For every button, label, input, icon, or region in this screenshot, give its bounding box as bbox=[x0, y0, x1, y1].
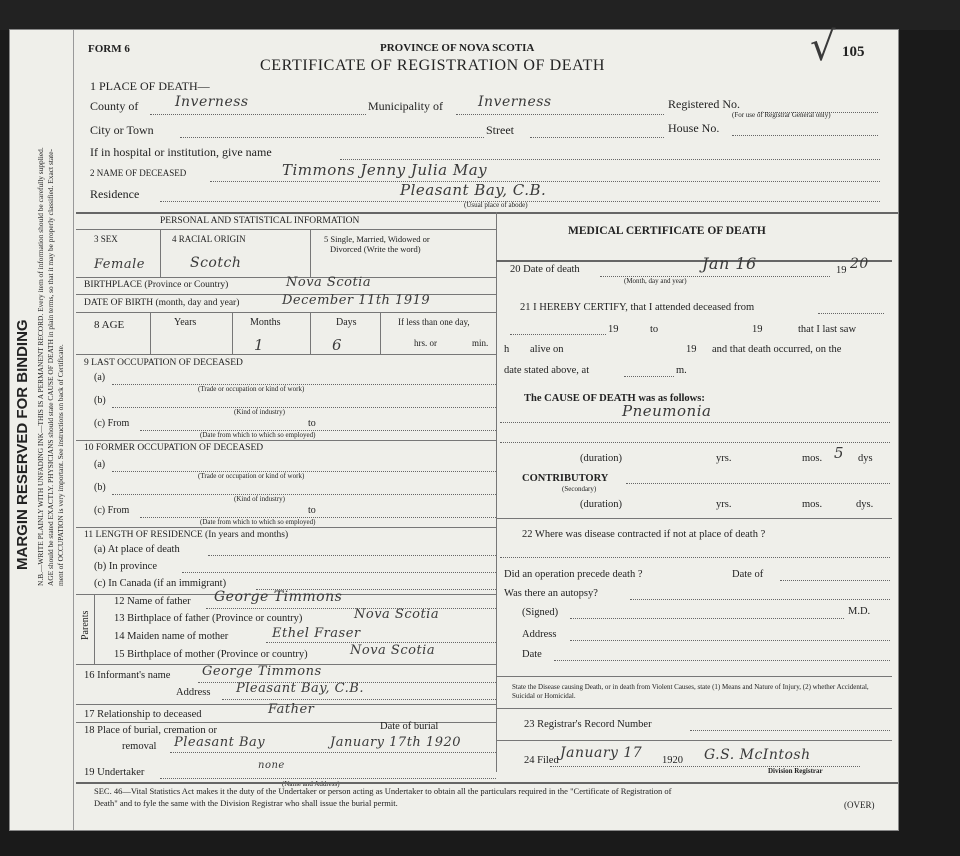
rule bbox=[160, 778, 496, 779]
medical-heading: MEDICAL CERTIFICATE OF DEATH bbox=[568, 225, 766, 237]
form-number: FORM 6 bbox=[88, 43, 130, 55]
medical-note: State the Disease causing Death, or in death from Violent Causes, state (1) Means and Nature of Injury, (2) whether Accidental, Suicidal or Homicidal. bbox=[512, 683, 869, 700]
dob-label: DATE OF BIRTH (month, day and year) bbox=[84, 298, 240, 308]
city-label: City or Town bbox=[90, 123, 154, 137]
rule bbox=[496, 740, 892, 741]
rule bbox=[76, 229, 496, 230]
death-year-prefix: 19 bbox=[836, 265, 847, 276]
birthplace-value: Nova Scotia bbox=[286, 275, 372, 290]
rule bbox=[510, 334, 606, 335]
undertaker-label: 19 Undertaker bbox=[84, 767, 145, 778]
informant-label: 16 Informant's name bbox=[84, 670, 171, 681]
months-value: 1 bbox=[254, 336, 265, 354]
signed-label: (Signed) bbox=[522, 607, 559, 618]
residence-label: Residence bbox=[90, 187, 140, 201]
former-occupation-c: (c) From bbox=[94, 505, 130, 516]
age-label: 8 AGE bbox=[94, 319, 125, 331]
contrib-duration: (duration) bbox=[580, 499, 622, 510]
rule bbox=[170, 752, 496, 753]
rule bbox=[690, 730, 890, 731]
sex-value: Female bbox=[94, 257, 145, 272]
rule bbox=[500, 557, 890, 558]
residence-in-province: (b) In province bbox=[94, 561, 157, 572]
rule bbox=[76, 354, 496, 355]
footer-line-1: SEC. 46—Vital Statistics Act makes it the duty of the Undertaker or person acting as Undertaker to obtain all the particulars required in the "Certificate of Registration of bbox=[94, 786, 672, 796]
parents-side-label: Parents bbox=[80, 610, 91, 640]
rule bbox=[624, 376, 674, 377]
rule bbox=[500, 442, 890, 443]
street-line bbox=[530, 137, 664, 138]
last-occupation-c: (c) From bbox=[94, 418, 130, 429]
mother-birthplace-label: 15 Birthplace of mother (Province or country) bbox=[114, 649, 308, 660]
rule bbox=[500, 422, 890, 423]
burial-label-1: 18 Place of burial, cremation or bbox=[84, 725, 217, 736]
last-occupation-to: to bbox=[308, 418, 316, 429]
rule bbox=[208, 555, 496, 556]
cause-value: Pneumonia bbox=[622, 402, 712, 420]
contrib-dys: dys. bbox=[856, 499, 874, 510]
margin-note-2: AGE should be stated EXACTLY. PHYSICIANS should state CAUSE OF DEATH in plain terms, so that it may be properly classified. Exact state- bbox=[46, 149, 55, 586]
years-label: Years bbox=[174, 317, 197, 328]
rule bbox=[232, 312, 233, 354]
min-label: min. bbox=[472, 338, 489, 348]
last-occupation-label: 9 LAST OCCUPATION OF DECEASED bbox=[84, 358, 243, 368]
rule bbox=[780, 580, 890, 581]
death-date-value: Jan 16 bbox=[702, 254, 757, 273]
cause-dys: dys bbox=[858, 453, 873, 464]
father-label: 12 Name of father bbox=[114, 596, 191, 607]
personal-heading: PERSONAL AND STATISTICAL INFORMATION bbox=[160, 216, 360, 226]
house-line bbox=[732, 135, 878, 136]
rule bbox=[626, 483, 890, 484]
cause-label: The CAUSE OF DEATH was as follows: bbox=[524, 393, 705, 404]
days-value: 6 bbox=[332, 336, 343, 354]
filed-year: 1920 bbox=[662, 755, 683, 766]
days-label: Days bbox=[336, 317, 357, 328]
secondary-note: (Secondary) bbox=[562, 485, 597, 493]
rule bbox=[150, 312, 151, 354]
contributory-label: CONTRIBUTORY bbox=[522, 473, 609, 484]
margin-line bbox=[73, 30, 74, 830]
county-line bbox=[150, 114, 366, 115]
dob-value: December 11th 1919 bbox=[282, 293, 431, 308]
mother-birthplace-value: Nova Scotia bbox=[350, 643, 436, 658]
cause-mos: mos. bbox=[802, 453, 823, 464]
date-note-1: (Date from which to which so employed) bbox=[200, 431, 316, 439]
rule bbox=[76, 312, 496, 313]
hrs-label: hrs. or bbox=[414, 338, 437, 348]
place-of-death-heading: 1 PLACE OF DEATH— bbox=[90, 79, 210, 93]
autopsy-label: Was there an autopsy? bbox=[504, 588, 598, 599]
registered-label: Registered No. bbox=[668, 97, 740, 111]
mother-value: Ethel Fraser bbox=[272, 626, 361, 641]
registrar-signature: G.S. McIntosh bbox=[704, 747, 811, 763]
rule bbox=[94, 594, 95, 664]
grid-divider bbox=[496, 212, 497, 772]
hospital-label: If in hospital or institution, give name bbox=[90, 145, 272, 159]
rule bbox=[112, 407, 496, 408]
rule bbox=[222, 699, 496, 700]
footer-over: (OVER) bbox=[844, 800, 875, 810]
rule bbox=[112, 384, 496, 385]
rule bbox=[496, 676, 892, 677]
death-date-label: 20 Date of death bbox=[510, 264, 580, 275]
rule bbox=[140, 517, 496, 518]
certify-to: to bbox=[650, 324, 659, 335]
city-line bbox=[180, 137, 484, 138]
rule bbox=[76, 527, 496, 528]
rule bbox=[630, 599, 890, 600]
former-occupation-b: (b) bbox=[94, 482, 106, 493]
margin-note-3: ment of OCCUPATION is very important. See instructions on back of Certificate. bbox=[56, 344, 65, 586]
hospital-line bbox=[340, 159, 880, 160]
certify-last-saw: that I last saw bbox=[798, 324, 857, 335]
cause-yrs: yrs. bbox=[716, 453, 732, 464]
registered-note: (For use of Registrar General only) bbox=[732, 111, 831, 119]
cause-duration: (duration) bbox=[580, 453, 622, 464]
relationship-value: Father bbox=[268, 702, 315, 717]
q23-label: 23 Registrar's Record Number bbox=[524, 719, 652, 730]
industry-note-1: (Kind of industry) bbox=[234, 408, 285, 416]
operation-label: Did an operation precede death ? bbox=[504, 569, 643, 580]
residence-in-canada: (c) In Canada (if an immigrant) bbox=[94, 578, 227, 589]
burial-date-label: Date of burial bbox=[380, 721, 439, 732]
mother-label: 14 Maiden name of mother bbox=[114, 631, 229, 642]
death-date-note: (Month, day and year) bbox=[624, 277, 687, 285]
check-mark: √ bbox=[810, 24, 836, 70]
months-label: Months bbox=[250, 317, 281, 328]
rule bbox=[496, 518, 892, 519]
rule bbox=[76, 440, 496, 441]
registrar-note: Division Registrar bbox=[768, 767, 823, 775]
marital-label-2: Divorced (Write the word) bbox=[330, 244, 421, 254]
certify-alive-on: alive on bbox=[530, 344, 564, 355]
grid-top bbox=[76, 212, 898, 214]
death-year-value: 20 bbox=[850, 256, 869, 272]
father-birthplace-value: Nova Scotia bbox=[354, 607, 440, 622]
certify-date-stated: date stated above, at bbox=[504, 365, 590, 376]
certify-m: m. bbox=[676, 365, 687, 376]
industry-note-2: (Kind of industry) bbox=[234, 495, 285, 503]
house-label: House No. bbox=[668, 121, 720, 135]
rule bbox=[570, 640, 890, 641]
residence-at-place: (a) At place of death bbox=[94, 544, 180, 555]
rule bbox=[310, 312, 311, 354]
certify-19-c: 19 bbox=[686, 344, 697, 355]
county-value: Inverness bbox=[175, 94, 249, 110]
municipality-label: Municipality of bbox=[368, 99, 443, 113]
deceased-name-value: Timmons Jenny Julia May bbox=[282, 161, 488, 179]
filed-date-value: January 17 bbox=[560, 745, 643, 761]
race-value: Scotch bbox=[190, 255, 242, 271]
rule bbox=[206, 608, 496, 609]
certify-death-occurred: and that death occurred, on the bbox=[712, 344, 842, 355]
rule bbox=[112, 471, 496, 472]
certificate-page bbox=[10, 24, 898, 830]
cause-days-value: 5 bbox=[834, 444, 845, 462]
residence-value: Pleasant Bay, C.B. bbox=[400, 181, 547, 199]
q24-label: 24 Filed bbox=[524, 755, 559, 766]
rule bbox=[76, 782, 898, 784]
informant-address-value: Pleasant Bay, C.B. bbox=[236, 681, 364, 696]
rule bbox=[570, 618, 844, 619]
rule bbox=[310, 229, 311, 277]
burial-label-2: removal bbox=[122, 741, 157, 752]
certificate-title: CERTIFICATE OF REGISTRATION OF DEATH bbox=[260, 57, 606, 74]
rule bbox=[160, 229, 161, 277]
former-occupation-a: (a) bbox=[94, 459, 106, 470]
address-label: Address bbox=[522, 629, 557, 640]
former-occupation-to: to bbox=[308, 505, 316, 516]
municipality-line bbox=[456, 114, 664, 115]
county-label: County of bbox=[90, 99, 139, 113]
rule bbox=[818, 313, 884, 314]
informant-value: George Timmons bbox=[202, 664, 322, 679]
trade-note-2: (Trade or occupation or kind of work) bbox=[198, 472, 305, 480]
contrib-mos: mos. bbox=[802, 499, 823, 510]
certificate-number: 105 bbox=[842, 44, 865, 60]
contrib-yrs: yrs. bbox=[716, 499, 732, 510]
certify-h: h bbox=[504, 344, 510, 355]
rule bbox=[380, 312, 381, 354]
informant-address-label: Address bbox=[176, 687, 211, 698]
province-heading: PROVINCE OF NOVA SCOTIA bbox=[380, 42, 535, 54]
certify-19-a: 19 bbox=[608, 324, 619, 335]
sex-label: 3 SEX bbox=[94, 234, 118, 244]
rule bbox=[112, 494, 496, 495]
undertaker-value: none bbox=[258, 760, 285, 771]
trade-note-1: (Trade or occupation or kind of work) bbox=[198, 385, 305, 393]
street-label: Street bbox=[486, 123, 514, 137]
marital-label-1: 5 Single, Married, Widowed or bbox=[324, 234, 430, 244]
date-note-2: (Date from which to which so employed) bbox=[200, 518, 316, 526]
burial-date-value: January 17th 1920 bbox=[330, 735, 462, 750]
relationship-label: 17 Relationship to deceased bbox=[84, 709, 202, 720]
race-label: 4 RACIAL ORIGIN bbox=[172, 234, 246, 244]
burial-place-value: Pleasant Bay bbox=[174, 735, 266, 750]
last-occupation-b: (b) bbox=[94, 395, 106, 406]
operation-date-label: Date of bbox=[732, 569, 764, 580]
father-value: George Timmons bbox=[214, 589, 343, 605]
rule bbox=[140, 430, 496, 431]
q22-label: 22 Where was disease contracted if not at place of death ? bbox=[522, 529, 766, 540]
rule bbox=[554, 660, 890, 661]
father-birthplace-label: 13 Birthplace of father (Province or country) bbox=[114, 613, 303, 624]
undertaker-note: (Name and Address) bbox=[282, 780, 340, 788]
footer-line-2: Death" and to fyle the same with the Division Registrar who shall issue the burial permit. bbox=[94, 798, 398, 808]
municipality-value: Inverness bbox=[478, 94, 552, 110]
rule bbox=[496, 708, 892, 709]
margin-note-1: N.B.—WRITE PLAINLY WITH UNFADING INK—THIS IS A PERMANENT RECORD. Every item of information should be carefully supplied. bbox=[36, 147, 45, 586]
rule bbox=[496, 260, 892, 262]
residence-length-label: 11 LENGTH OF RESIDENCE (In years and months) bbox=[84, 530, 289, 540]
certify-19-b: 19 bbox=[752, 324, 763, 335]
md-label: M.D. bbox=[848, 606, 871, 617]
residence-note: (Usual place of abode) bbox=[464, 201, 528, 209]
date-label: Date bbox=[522, 649, 542, 660]
last-occupation-a: (a) bbox=[94, 372, 106, 383]
former-occupation-label: 10 FORMER OCCUPATION OF DECEASED bbox=[84, 443, 264, 453]
certify-text: 21 I HEREBY CERTIFY, that I attended deceased from bbox=[520, 302, 755, 313]
rule bbox=[182, 572, 496, 573]
deceased-name-label: 2 NAME OF DECEASED bbox=[90, 168, 187, 178]
margin-title: MARGIN RESERVED FOR BINDING bbox=[14, 319, 31, 570]
birthplace-label: BIRTHPLACE (Province or Country) bbox=[84, 280, 229, 290]
less-than-day-label: If less than one day, bbox=[398, 317, 470, 327]
